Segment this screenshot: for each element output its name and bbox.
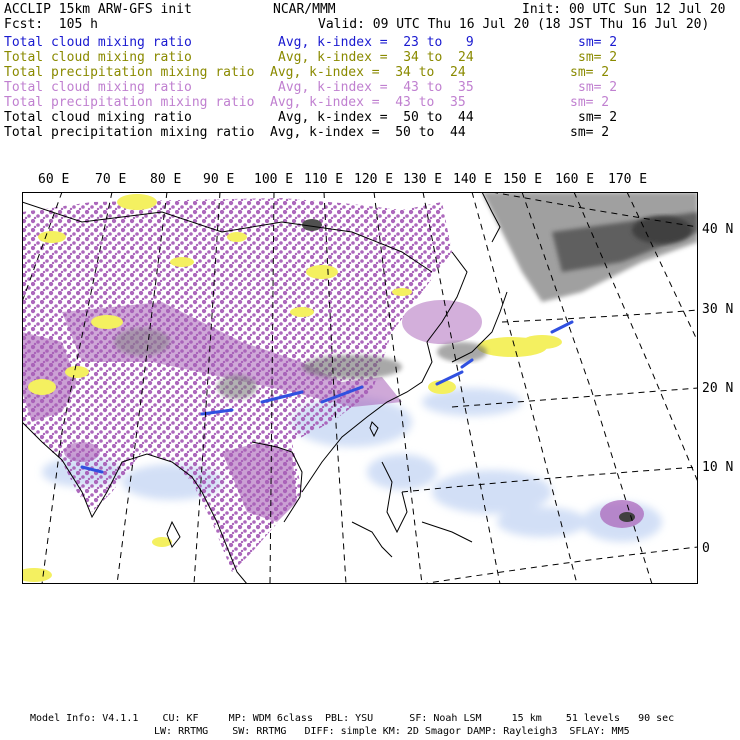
map-panel [22, 192, 698, 584]
lon-label: 100 E [254, 172, 294, 187]
legend-sm: sm= 2 [570, 65, 610, 80]
legend-sm: sm= 2 [578, 35, 618, 50]
model-info-line2: LW: RRTMG SW: RRTMG DIFF: simple KM: 2D Smagor DAMP: Rayleigh3 SFLAY: MM5 [154, 726, 630, 737]
legend-sm: sm= 2 [578, 80, 618, 95]
lat-label: 30 N [702, 302, 734, 317]
legend-sm: sm= 2 [570, 125, 610, 140]
forecast-hour: Fcst: 105 h [4, 17, 98, 32]
lon-label: 150 E [503, 172, 543, 187]
lon-label: 90 E [203, 172, 235, 187]
lon-label: 110 E [304, 172, 344, 187]
lat-label: 0 [702, 541, 710, 556]
valid-time: Valid: 09 UTC Thu 16 Jul 20 (18 JST Thu 16 Jul 20) [318, 17, 710, 32]
center-label: NCAR/MMM [273, 2, 336, 17]
legend-sm: sm= 2 [578, 110, 618, 125]
lon-label: 160 E [555, 172, 595, 187]
legend-stat: Avg, k-index = 23 to 9 [278, 35, 474, 50]
lon-label: 140 E [453, 172, 493, 187]
lon-label: 80 E [150, 172, 182, 187]
legend-stat: Avg, k-index = 50 to 44 [278, 110, 474, 125]
lon-label: 120 E [354, 172, 394, 187]
legend-stat: Avg, k-index = 43 to 35 [278, 80, 474, 95]
legend-field: Total cloud mixing ratio [4, 110, 192, 125]
lat-label: 40 N [702, 222, 734, 237]
legend-field: Total precipitation mixing ratio [4, 65, 255, 80]
legend-stat: Avg, k-index = 50 to 44 [270, 125, 466, 140]
model-info-line1: Model Info: V4.1.1 CU: KF MP: WDM 6class PBL: YSU SF: Noah LSM 15 km 51 levels 90 sec [30, 713, 675, 724]
legend-field: Total cloud mixing ratio [4, 35, 192, 50]
legend-sm: sm= 2 [570, 95, 610, 110]
lat-label: 10 N [702, 460, 734, 475]
lon-label: 70 E [95, 172, 127, 187]
lon-label: 170 E [608, 172, 648, 187]
legend-field: Total precipitation mixing ratio [4, 125, 255, 140]
legend-field: Total cloud mixing ratio [4, 80, 192, 95]
lon-label: 130 E [403, 172, 443, 187]
legend-field: Total precipitation mixing ratio [4, 95, 255, 110]
legend-stat: Avg, k-index = 43 to 35 [270, 95, 466, 110]
legend-stat: Avg, k-index = 34 to 24 [278, 50, 474, 65]
lon-label: 60 E [38, 172, 70, 187]
lat-label: 20 N [702, 381, 734, 396]
legend-stat: Avg, k-index = 34 to 24 [270, 65, 466, 80]
init-time: Init: 00 UTC Sun 12 Jul 20 [522, 2, 726, 17]
legend-field: Total cloud mixing ratio [4, 50, 192, 65]
plot-title: ACCLIP 15km ARW-GFS init [4, 2, 192, 17]
legend-sm: sm= 2 [578, 50, 618, 65]
